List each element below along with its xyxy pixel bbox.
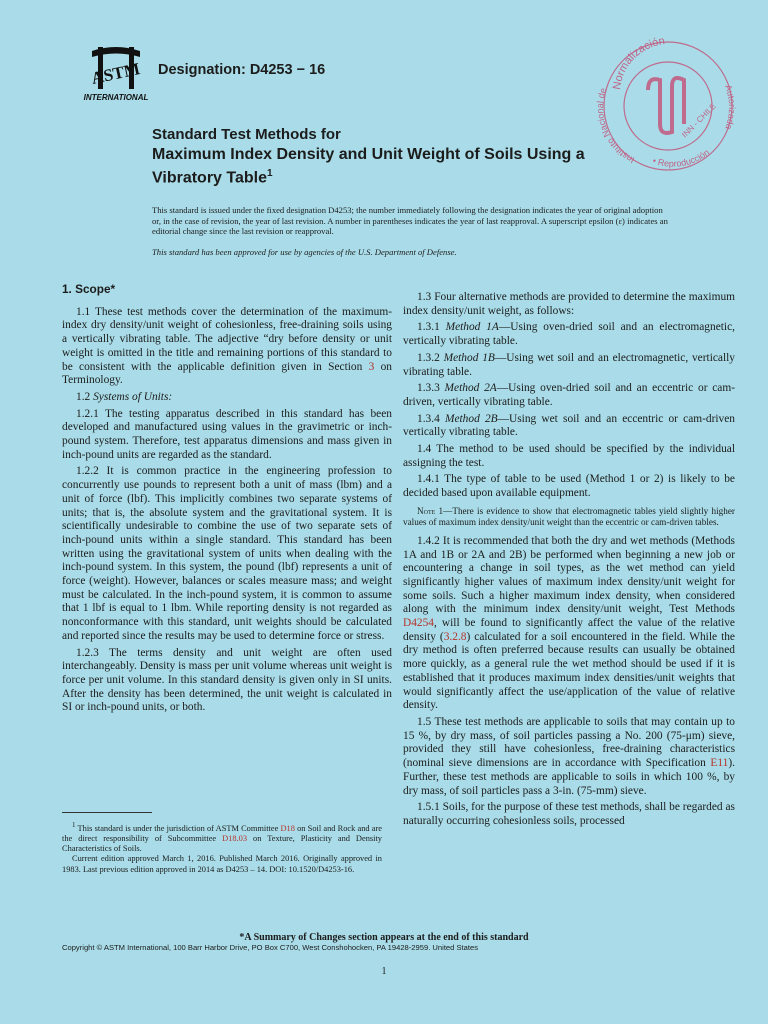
footnote-divider	[62, 812, 152, 813]
para-1-2-2: 1.2.2 It is common practice in the engineering profession to concurrently use pounds to represent both a unit of mass (lbm) and a unit of force (lbf). This implicitly combines two separate systems of units; that is, the absolute system and the gravitational system. It is scientifically undesirable to combine the use of two separate sets of inch-pound units within a single standard. This standard has been written using the gravitational system of units when dealing with the inch-pound system. In this system, the pound (lbf) represents a unit of force (weight). However, balances or scales measure mass; and weight must be calculated. In the inch-pound system, it is common to assume that 1 lbf is equal to 1 lbm. While reporting density is not regarded as nonconformance with this standard, unit weights should be calculated and reported since the results may be used to determine force or stress.	[62, 465, 392, 642]
svg-text:INTERNATIONAL: INTERNATIONAL	[83, 93, 149, 102]
title-line-1: Standard Test Methods for	[152, 126, 341, 143]
para-1-2: 1.2 Systems of Units:	[76, 390, 173, 403]
summary-of-changes-note: *A Summary of Changes section appears at the end of this standard	[239, 932, 529, 943]
svg-text:ASTM: ASTM	[89, 59, 142, 88]
e11-link[interactable]: E11	[710, 757, 729, 770]
title-line-2: Maximum Index Density and Unit Weight of Soils Using a	[152, 146, 585, 163]
para-1-1: 1.1 These test methods cover the determination of the maximum-index dry density/unit weight of cohesionless, free-draining soils using a vertically vibrating table. The adjective “dry before density or unit weight is omitted in the title and remaining portions of this standard to be consistent with the applicable definition given in Section 3 on Terminology.	[62, 305, 392, 387]
footnote-1: $^1$ This standard is under the jurisdiction of ASTM Committee D18 on Soil and Rock and are the direct responsibility of Subcommittee D18.03 on Texture, Plasticity and Density Characteristics of Soils.	[62, 821, 382, 854]
d18-03-link[interactable]: D18.03	[222, 834, 248, 843]
note-1: Note 1—There is evidence to show that electromagnetic tables yield slightly higher values of maximum index density/unit weight than the eccentric or cam-driven tables.	[403, 505, 735, 527]
para-1-3-1: 1.3.1 Method 1A—Using oven-dried soil and an electromagnetic, vertically vibrating table.	[403, 321, 735, 348]
para-1-2-1: 1.2.1 The testing apparatus described in this standard has been developed and manufactured using values in the gravimetric or inch-pound system. Therefore, test apparatus dimensions and mass given in inch-pound units are regarded as the standard.	[62, 407, 392, 461]
d18-link[interactable]: D18	[280, 823, 295, 833]
para-1-3: 1.3 Four alternative methods are provided to determine the maximum index density/unit weight, as follows:	[403, 291, 735, 317]
footnote-current-edition: Current edition approved March 1, 2016. Published March 2016. Originally approved in 1983. Last previous edition approved in 2014 as D4253 – 14. DOI: 10.1520/D4253-16.	[62, 854, 382, 874]
para-1-3-4: 1.3.4 Method 2B—Using wet soil and an eccentric or cam-driven vertically vibrating table.	[403, 412, 736, 439]
svg-text:• Reproducción: • Reproducción	[651, 147, 712, 169]
section-3-2-8-link[interactable]: 3.2.8	[443, 630, 467, 643]
page-number: 1	[381, 966, 387, 977]
footnotes	[62, 820, 382, 875]
para-1-5: 1.5 These test methods are applicable to soils that may contain up to 15 %, by dry mass, of soil particles passing a No. 200 (75-μm) sieve, provided they still have cohesionless, free-draining characteristics (nominal sieve dimensions are in accordance with Specification E11). Further, these test methods are applicable to soils in which 100 %, by dry mass, of soil particles pass a 3-in. (75-mm) sieve.	[403, 715, 735, 797]
issued-note: This standard is issued under the fixed designation D4253; the number immediately following the designation indicates the year of original adoption or, in the case of revision, the year of last revision. A number in parentheses indicates the year of last reapproval. A superscript epsilon (ε) indicates an editorial change since the last revision or reapproval.	[152, 205, 668, 237]
d4254-link[interactable]: D4254	[403, 617, 435, 630]
svg-text:Instituto Nacional de: Instituto Nacional de	[595, 86, 636, 166]
title-footnote-ref: 1	[267, 168, 273, 179]
svg-text:Normalización: Normalización	[610, 35, 666, 91]
para-1-4-2: 1.4.2 It is recommended that both the dry and wet methods (Methods 1A and 1B or 2A and 2B) be performed when beginning a new job or encountering a change in soil types, as the wet method can yield significantly higher values of maximum index density/unit weight for some soils. Such a higher maximum index density, when considered along with the minimum index density/unit weight, Test Methods D4254, will be found to significantly affect the value of the relative density (3.2.8) calculated for a soil encountered in the field. While the dry method is often preferred because results can usually be obtained more quickly, as a general rule the wet method should be used if it is established that it produces maximum index densities/unit weights that would significantly affect the use/application of the value of relative density.	[403, 534, 735, 712]
title-line-3: Vibratory Table	[152, 169, 267, 187]
approved-note: This standard has been approved for use by agencies of the U.S. Department of Defense.	[152, 247, 457, 257]
svg-text:Autorizada: Autorizada	[723, 83, 737, 131]
copyright-line: Copyright © ASTM International, 100 Barr Harbor Drive, PO Box C700, West Conshohocken, PA 19428-2959. United States	[62, 943, 479, 952]
svg-text:INN - CHILE: INN - CHILE	[680, 101, 718, 140]
right-column	[403, 291, 735, 832]
document-title	[152, 126, 712, 187]
para-1-3-2: 1.3.2 Method 1B—Using wet soil and an electromagnetic, vertically vibrating table.	[403, 351, 735, 378]
para-1-4: 1.4 The method to be used should be specified by the individual assigning the test.	[403, 443, 735, 469]
para-1-3-3: 1.3.3 Method 2A—Using oven-dried soil and an eccentric or cam-driven, vertically vibrating table.	[403, 382, 736, 408]
section-3-link[interactable]: 3	[368, 360, 375, 373]
para-1-5-1: 1.5.1 Soils, for the purpose of these test methods, shall be regarded as naturally occurring cohesionless soils, processed	[403, 801, 735, 827]
left-column	[62, 283, 392, 718]
scope-heading: 1. Scope*	[62, 282, 116, 296]
designation: Designation: D4253 − 16	[158, 62, 326, 78]
astm-logo	[78, 45, 154, 103]
para-1-2-3: 1.2.3 The terms density and unit weight are often used interchangeably. Density is mass per unit volume whereas unit weight is force per unit volume. In this standard density is given only in SI units. After the density has been determined, the unit weight is calculated in SI or inch-pound units, or both.	[62, 646, 392, 714]
para-1-4-1: 1.4.1 The type of table to be used (Method 1 or 2) is likely to be decided based upon available equipment.	[403, 473, 735, 500]
